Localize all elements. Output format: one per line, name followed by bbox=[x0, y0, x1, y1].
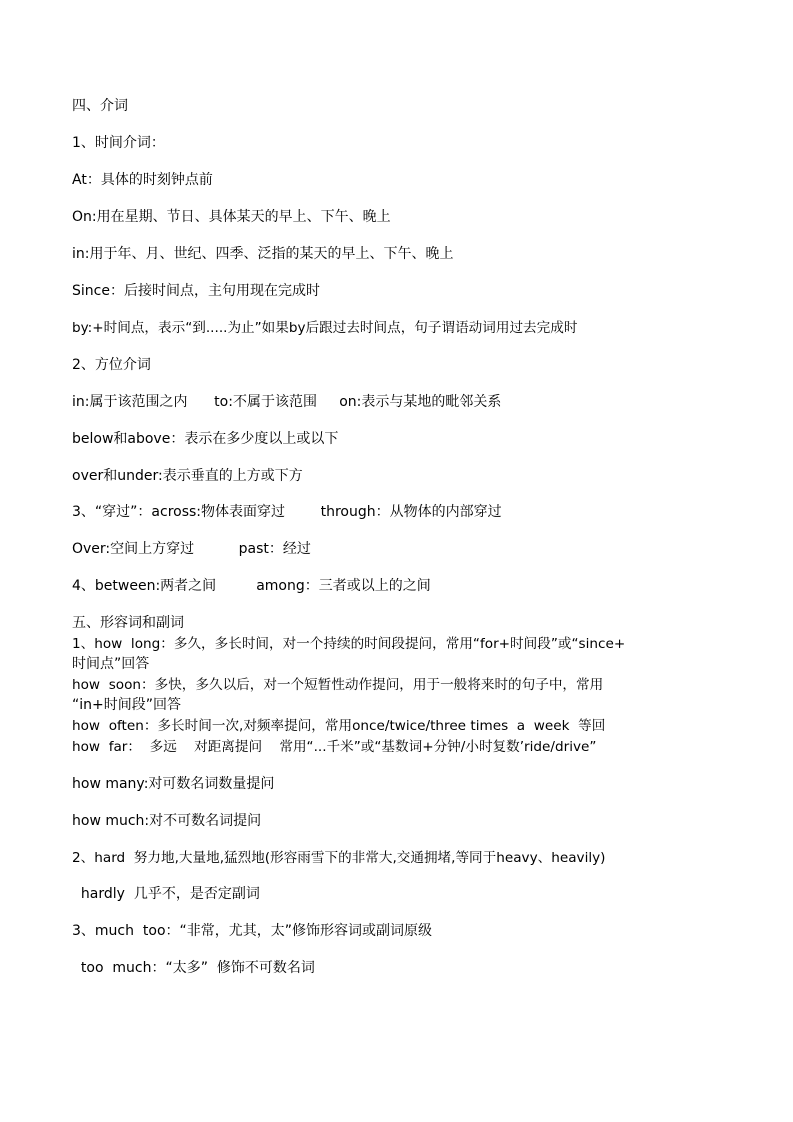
subheading-place-prepositions: 2、方位介词 bbox=[72, 357, 151, 373]
line-between-among: 4、between:两者之间 among：三者或以上的之间 bbox=[72, 578, 431, 594]
line-how-many: how many:对可数名词数量提问 bbox=[72, 776, 275, 792]
line-how-soon: how soon：多快，多久以后，对一个短暂性动作提问，用于一般将来时的句子中，常用 bbox=[72, 677, 604, 693]
line-below-above: below和above：表示在多少度以上或以下 bbox=[72, 431, 339, 447]
line-hard: 2、hard 努力地,大量地,猛烈地(形容雨雪下的非常大,交通拥堵,等同于heavy、heavily) bbox=[72, 850, 606, 866]
line-over-under: over和under:表示垂直的上方或下方 bbox=[72, 468, 303, 484]
line-over-past: Over:空间上方穿过 past：经过 bbox=[72, 541, 311, 557]
line-in: in:用于年、月、世纪、四季、泛指的某天的早上、下午、晚上 bbox=[72, 246, 454, 262]
line-how-often: how often：多长时间一次,对频率提问，常用once/twice/three times a week 等回 bbox=[72, 718, 606, 734]
line-how-far: how far： 多远 对距离提问 常用“...千米”或“基数词+分钟/小时复数’ride/drive” bbox=[72, 739, 597, 755]
line-hardly: hardly 几乎不，是否定副词 bbox=[72, 886, 260, 902]
line-too-much: too much：“太多” 修饰不可数名词 bbox=[72, 960, 315, 976]
line-how-long-cont: 时间点”回答 bbox=[72, 656, 150, 672]
line-by: by:+时间点，表示“到.....为止”如果by后跟过去时间点，句子谓语动词用过去完成时 bbox=[72, 320, 578, 336]
line-on: On:用在星期、节日、具体某天的早上、下午、晚上 bbox=[72, 209, 391, 225]
line-how-soon-cont: “in+时间段”回答 bbox=[72, 697, 181, 713]
line-since: Since：后接时间点，主句用现在完成时 bbox=[72, 283, 320, 299]
line-much-too: 3、much too：“非常，尤其，太”修饰形容词或副词原级 bbox=[72, 923, 433, 939]
line-how-much: how much:对不可数名词提问 bbox=[72, 813, 262, 829]
section-heading-prepositions: 四、介词 bbox=[72, 98, 128, 114]
section-heading-adjectives-adverbs: 五、形容词和副词 bbox=[72, 615, 184, 631]
line-at: At：具体的时刻钟点前 bbox=[72, 172, 213, 188]
line-how-long: 1、how long：多久，多长时间，对一个持续的时间段提问，常用“for+时间段”或“since+ bbox=[72, 636, 626, 652]
line-across-through: 3、“穿过”：across:物体表面穿过 through：从物体的内部穿过 bbox=[72, 504, 502, 520]
subheading-time-prepositions: 1、时间介词： bbox=[72, 135, 165, 151]
line-in-to-on: in:属于该范围之内 to:不属于该范围 on:表示与某地的毗邻关系 bbox=[72, 394, 502, 410]
